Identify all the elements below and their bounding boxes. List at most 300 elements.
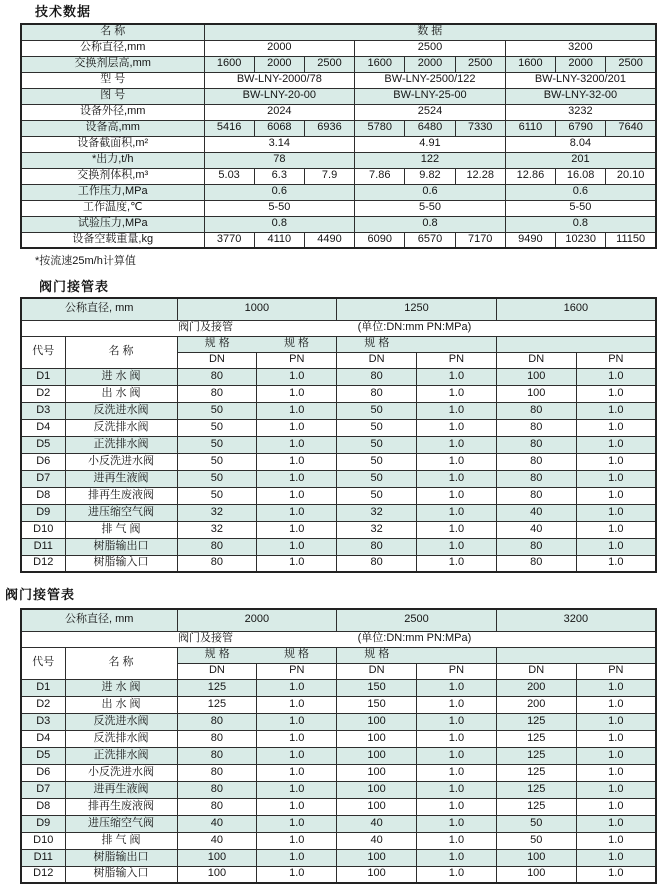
technical-data-title: 技术数据 <box>35 4 92 19</box>
valve-value: 1.0 <box>576 436 656 453</box>
valve-value: 1.0 <box>257 832 337 849</box>
spec-label: 规 格 <box>364 648 390 661</box>
table-cell: 5416 <box>204 120 254 136</box>
table-cell: 9490 <box>505 232 555 248</box>
valve-value: 40 <box>337 832 417 849</box>
table-cell: 4490 <box>304 232 354 248</box>
valve-value: 1.0 <box>417 453 497 470</box>
valve-value: 1.0 <box>576 798 656 815</box>
table-cell: 8.04 <box>505 136 656 152</box>
diameter-value: 1000 <box>177 298 337 320</box>
valve-name: 树脂输入口 <box>65 866 177 883</box>
dn-header: DN <box>496 663 576 679</box>
valve-value: 1.0 <box>417 402 497 419</box>
valve-value: 1.0 <box>576 453 656 470</box>
table-cell: 5-50 <box>505 200 656 216</box>
valve-value: 80 <box>177 713 257 730</box>
valve-value: 1.0 <box>257 730 337 747</box>
row-label: 公称直径,mm <box>21 40 204 56</box>
valve-value: 1.0 <box>257 521 337 538</box>
valve-value: 80 <box>496 436 576 453</box>
valve-value: 1.0 <box>257 696 337 713</box>
valve-connection-table-1 <box>20 297 657 573</box>
table-cell: 2024 <box>204 104 355 120</box>
row-label: *出力,t/h <box>21 152 204 168</box>
valve-value: 1.0 <box>576 696 656 713</box>
table-cell: 3.14 <box>204 136 355 152</box>
technical-data-table <box>20 23 657 249</box>
diameter-value: 1600 <box>496 298 656 320</box>
valve-value: 1.0 <box>417 538 497 555</box>
valve-name: 进压缩空气阀 <box>65 815 177 832</box>
valve-code: D5 <box>21 436 65 453</box>
valve-name: 树脂输入口 <box>65 555 177 572</box>
valve-value: 150 <box>337 696 417 713</box>
table-cell: 2500 <box>355 40 506 56</box>
valve-value: 125 <box>496 747 576 764</box>
valve-value: 1.0 <box>257 747 337 764</box>
valve-value: 100 <box>337 730 417 747</box>
table-cell: 0.8 <box>355 216 506 232</box>
row-label: 设备外径,mm <box>21 104 204 120</box>
pipe-label: 阀门及接管 <box>178 321 234 334</box>
table-cell: 3770 <box>204 232 254 248</box>
pipe-label: 阀门及接管 <box>178 632 234 645</box>
valve-value: 1.0 <box>257 798 337 815</box>
row-label: 设备高,mm <box>21 120 204 136</box>
unit-label: (单位:DN:mm PN:MPa) <box>357 632 472 645</box>
valve-name: 排 气 阀 <box>65 832 177 849</box>
valve-value: 125 <box>496 764 576 781</box>
spec-header-cell <box>177 336 337 352</box>
valve-name: 排 气 阀 <box>65 521 177 538</box>
table-cell: BW-LNY-20-00 <box>204 88 355 104</box>
valve-name: 出 水 阀 <box>65 385 177 402</box>
valve-name: 进压缩空气阀 <box>65 504 177 521</box>
valve-value: 1.0 <box>257 419 337 436</box>
valve-name: 正洗排水阀 <box>65 436 177 453</box>
valve-value: 1.0 <box>257 504 337 521</box>
table-cell: 2500 <box>455 56 505 72</box>
diameter-value: 2500 <box>337 609 497 631</box>
valve-name: 小反洗进水阀 <box>65 764 177 781</box>
valve-value: 80 <box>177 798 257 815</box>
valve-value: 150 <box>337 679 417 696</box>
table-cell: 5.03 <box>204 168 254 184</box>
valve-code: D2 <box>21 385 65 402</box>
valve-value: 1.0 <box>257 781 337 798</box>
row-label: 交换剂层高,mm <box>21 56 204 72</box>
valve-value: 50 <box>337 470 417 487</box>
valve-name: 树脂输出口 <box>65 849 177 866</box>
spec-header-cell <box>337 647 497 663</box>
table-cell: 2500 <box>606 56 656 72</box>
valve-value: 50 <box>177 436 257 453</box>
valve-value: 125 <box>496 713 576 730</box>
valve-code: D9 <box>21 504 65 521</box>
valve-value: 50 <box>177 402 257 419</box>
table-cell: 6068 <box>254 120 304 136</box>
table-cell: 1600 <box>355 56 405 72</box>
table-cell: 6110 <box>505 120 555 136</box>
valve-value: 1.0 <box>576 815 656 832</box>
valve-value: 1.0 <box>417 781 497 798</box>
valve-value: 1.0 <box>417 504 497 521</box>
valve-value: 80 <box>496 470 576 487</box>
dn-header: DN <box>177 663 257 679</box>
table-cell: 7640 <box>606 120 656 136</box>
diameter-value: 2000 <box>177 609 337 631</box>
table-cell: 20.10 <box>606 168 656 184</box>
valve-value: 50 <box>496 832 576 849</box>
spec-label: 规 格 <box>364 337 390 350</box>
table-cell: 1600 <box>505 56 555 72</box>
table-cell: 2524 <box>355 104 506 120</box>
valve-value: 50 <box>337 487 417 504</box>
valve-value: 100 <box>177 866 257 883</box>
name-header: 名 称 <box>65 647 177 679</box>
valve-value: 1.0 <box>417 764 497 781</box>
valve-value: 125 <box>177 696 257 713</box>
valve-value: 80 <box>337 555 417 572</box>
valve-value: 100 <box>337 781 417 798</box>
diameter-value: 3200 <box>496 609 656 631</box>
dn-header: DN <box>177 352 257 368</box>
valve-value: 1.0 <box>576 538 656 555</box>
name-header: 名 称 <box>65 336 177 368</box>
row-label: 图 号 <box>21 88 204 104</box>
valve-name: 正洗排水阀 <box>65 747 177 764</box>
tech-header-data: 数 据 <box>204 24 656 40</box>
table-cell: 78 <box>204 152 355 168</box>
table-cell: 201 <box>505 152 656 168</box>
valve-code: D3 <box>21 713 65 730</box>
valve-connection-table-2 <box>20 608 657 884</box>
table-cell: BW-LNY-2000/78 <box>204 72 355 88</box>
valve-code: D11 <box>21 849 65 866</box>
valve-value: 1.0 <box>417 815 497 832</box>
table-cell: 6936 <box>304 120 354 136</box>
valve-value: 1.0 <box>417 385 497 402</box>
dn-header: DN <box>496 352 576 368</box>
table-cell: 0.6 <box>355 184 506 200</box>
table-cell: 2000 <box>556 56 606 72</box>
valve-name: 排再生废液阀 <box>65 798 177 815</box>
table-cell: 3232 <box>505 104 656 120</box>
valve-code: D5 <box>21 747 65 764</box>
flow-rate-footnote: *按流速25m/h计算值 <box>35 255 136 267</box>
valve-value: 1.0 <box>417 555 497 572</box>
valve-value: 1.0 <box>417 419 497 436</box>
valve-value: 80 <box>337 368 417 385</box>
valve-value: 80 <box>337 538 417 555</box>
valve-value: 1.0 <box>417 679 497 696</box>
valve-code: D8 <box>21 487 65 504</box>
table-cell: 0.6 <box>505 184 656 200</box>
valve-value: 1.0 <box>576 781 656 798</box>
valve-value: 100 <box>337 764 417 781</box>
valve-value: 1.0 <box>576 504 656 521</box>
valve-value: 1.0 <box>257 385 337 402</box>
valve-value: 100 <box>337 713 417 730</box>
valve-value: 1.0 <box>417 696 497 713</box>
table-cell: BW-LNY-2500/122 <box>355 72 506 88</box>
valve-value: 1.0 <box>257 815 337 832</box>
valve-value: 1.0 <box>257 487 337 504</box>
valve-value: 125 <box>177 679 257 696</box>
valve-value: 1.0 <box>257 555 337 572</box>
valve-value: 1.0 <box>257 538 337 555</box>
diameter-label: 公称直径, mm <box>21 609 177 631</box>
valve-value: 100 <box>337 798 417 815</box>
table-cell: 5-50 <box>355 200 506 216</box>
valve-value: 100 <box>496 866 576 883</box>
row-label: 工作压力,MPa <box>21 184 204 200</box>
table-cell: 6570 <box>405 232 455 248</box>
valve-name: 树脂输出口 <box>65 538 177 555</box>
spec-header-cell <box>337 336 497 352</box>
valve-value: 1.0 <box>576 470 656 487</box>
valve-value: 80 <box>177 368 257 385</box>
valve-value: 1.0 <box>576 764 656 781</box>
valve-value: 1.0 <box>576 832 656 849</box>
valve-value: 1.0 <box>576 730 656 747</box>
valve-table-1-title: 阀门接管表 <box>39 279 110 294</box>
valve-value: 80 <box>177 385 257 402</box>
valve-value: 80 <box>177 538 257 555</box>
table-cell: 1600 <box>204 56 254 72</box>
table-cell: 2000 <box>405 56 455 72</box>
valve-value: 80 <box>496 419 576 436</box>
valve-code: D9 <box>21 815 65 832</box>
table-cell: 12.28 <box>455 168 505 184</box>
valve-value: 1.0 <box>417 832 497 849</box>
row-label: 型 号 <box>21 72 204 88</box>
unit-label: (单位:DN:mm PN:MPa) <box>357 321 472 334</box>
table-cell: 3200 <box>505 40 656 56</box>
table-cell: 7330 <box>455 120 505 136</box>
valve-value: 1.0 <box>576 713 656 730</box>
valve-value: 80 <box>177 747 257 764</box>
valve-value: 1.0 <box>257 436 337 453</box>
valve-value: 1.0 <box>257 764 337 781</box>
diameter-value: 1250 <box>337 298 497 320</box>
valve-value: 1.0 <box>417 798 497 815</box>
table-cell: 5780 <box>355 120 405 136</box>
valve-value: 100 <box>496 385 576 402</box>
valve-code: D1 <box>21 679 65 696</box>
spec-header-cell <box>496 336 656 352</box>
valve-value: 125 <box>496 730 576 747</box>
valve-value: 100 <box>496 849 576 866</box>
table-cell: 11150 <box>606 232 656 248</box>
row-label: 工作温度,℃ <box>21 200 204 216</box>
valve-code: D8 <box>21 798 65 815</box>
table-cell: BW-LNY-3200/201 <box>505 72 656 88</box>
spec-header-cell <box>496 647 656 663</box>
valve-code: D7 <box>21 470 65 487</box>
spec-label: 规 格 <box>283 337 310 350</box>
valve-value: 200 <box>496 696 576 713</box>
diameter-label: 公称直径, mm <box>21 298 177 320</box>
valve-value: 1.0 <box>576 487 656 504</box>
valve-name: 反洗排水阀 <box>65 419 177 436</box>
valve-value: 80 <box>496 402 576 419</box>
table-cell: 0.8 <box>204 216 355 232</box>
table-cell: 9.82 <box>405 168 455 184</box>
table-cell: 16.08 <box>556 168 606 184</box>
valve-value: 1.0 <box>576 849 656 866</box>
code-header: 代号 <box>21 336 65 368</box>
valve-name: 反洗进水阀 <box>65 402 177 419</box>
valve-code: D3 <box>21 402 65 419</box>
pn-header: PN <box>417 663 497 679</box>
valve-value: 125 <box>496 798 576 815</box>
valve-value: 100 <box>496 368 576 385</box>
valve-value: 80 <box>496 555 576 572</box>
table-cell: BW-LNY-25-00 <box>355 88 506 104</box>
valve-value: 1.0 <box>257 849 337 866</box>
table-cell: 4.91 <box>355 136 506 152</box>
row-label: 交换剂体积,m³ <box>21 168 204 184</box>
valve-value: 50 <box>496 815 576 832</box>
table-cell: 7.9 <box>304 168 354 184</box>
valve-value: 50 <box>337 436 417 453</box>
valve-value: 100 <box>337 747 417 764</box>
table-cell: 2500 <box>304 56 354 72</box>
valve-code: D2 <box>21 696 65 713</box>
valve-value: 32 <box>177 521 257 538</box>
valve-value: 1.0 <box>417 368 497 385</box>
dn-header: DN <box>337 352 417 368</box>
valve-name: 反洗排水阀 <box>65 730 177 747</box>
valve-value: 1.0 <box>576 368 656 385</box>
valve-code: D12 <box>21 866 65 883</box>
valve-value: 1.0 <box>576 521 656 538</box>
table-cell: 6.3 <box>254 168 304 184</box>
valve-value: 1.0 <box>576 402 656 419</box>
table-cell: 2000 <box>254 56 304 72</box>
valve-value: 1.0 <box>257 453 337 470</box>
valve-value: 1.0 <box>576 555 656 572</box>
dn-header: DN <box>337 663 417 679</box>
valve-value: 40 <box>337 815 417 832</box>
table-cell: BW-LNY-32-00 <box>505 88 656 104</box>
table-cell: 7.86 <box>355 168 405 184</box>
valve-value: 50 <box>337 419 417 436</box>
valve-value: 80 <box>496 487 576 504</box>
valve-value: 50 <box>177 453 257 470</box>
valve-name: 反洗进水阀 <box>65 713 177 730</box>
valve-value: 1.0 <box>417 866 497 883</box>
pn-header: PN <box>417 352 497 368</box>
table-cell: 6480 <box>405 120 455 136</box>
valve-name: 排再生废液阀 <box>65 487 177 504</box>
valve-value: 32 <box>337 504 417 521</box>
valve-value: 1.0 <box>257 402 337 419</box>
table-cell: 122 <box>355 152 506 168</box>
spec-header-cell <box>177 647 337 663</box>
valve-value: 50 <box>177 470 257 487</box>
valve-value: 200 <box>496 679 576 696</box>
valve-value: 125 <box>496 781 576 798</box>
valve-name: 小反洗进水阀 <box>65 453 177 470</box>
valve-value: 1.0 <box>576 679 656 696</box>
valve-value: 1.0 <box>417 730 497 747</box>
valve-value: 1.0 <box>257 713 337 730</box>
valve-value: 80 <box>496 538 576 555</box>
valve-value: 100 <box>337 849 417 866</box>
spec-label: 规 格 <box>204 648 230 661</box>
valve-value: 50 <box>177 419 257 436</box>
valve-table-2-title: 阀门接管表 <box>5 587 76 602</box>
valve-value: 40 <box>177 832 257 849</box>
valve-name: 进再生液阀 <box>65 470 177 487</box>
valve-code: D1 <box>21 368 65 385</box>
pipe-and-unit-row <box>21 320 656 336</box>
valve-name: 进再生液阀 <box>65 781 177 798</box>
valve-value: 80 <box>177 764 257 781</box>
valve-code: D11 <box>21 538 65 555</box>
valve-code: D12 <box>21 555 65 572</box>
pipe-and-unit-row <box>21 631 656 647</box>
table-cell: 12.86 <box>505 168 555 184</box>
valve-value: 1.0 <box>417 713 497 730</box>
valve-code: D4 <box>21 730 65 747</box>
valve-value: 80 <box>177 781 257 798</box>
table-cell: 0.6 <box>204 184 355 200</box>
table-cell: 7170 <box>455 232 505 248</box>
table-cell: 4110 <box>254 232 304 248</box>
valve-value: 1.0 <box>576 866 656 883</box>
valve-value: 1.0 <box>576 385 656 402</box>
table-cell: 6090 <box>355 232 405 248</box>
table-cell: 0.8 <box>505 216 656 232</box>
valve-value: 40 <box>496 521 576 538</box>
valve-value: 100 <box>337 866 417 883</box>
valve-value: 80 <box>496 453 576 470</box>
valve-code: D6 <box>21 764 65 781</box>
pn-header: PN <box>576 352 656 368</box>
valve-value: 1.0 <box>417 521 497 538</box>
pn-header: PN <box>257 663 337 679</box>
pn-header: PN <box>257 352 337 368</box>
table-cell: 5-50 <box>204 200 355 216</box>
valve-value: 32 <box>337 521 417 538</box>
table-cell: 2000 <box>204 40 355 56</box>
valve-value: 1.0 <box>576 747 656 764</box>
valve-value: 1.0 <box>417 487 497 504</box>
valve-value: 1.0 <box>417 849 497 866</box>
valve-code: D7 <box>21 781 65 798</box>
valve-value: 50 <box>337 402 417 419</box>
valve-value: 1.0 <box>576 419 656 436</box>
valve-name: 进 水 阀 <box>65 679 177 696</box>
valve-value: 40 <box>496 504 576 521</box>
row-label: 试验压力,MPa <box>21 216 204 232</box>
valve-code: D10 <box>21 521 65 538</box>
valve-value: 80 <box>177 730 257 747</box>
valve-value: 1.0 <box>257 679 337 696</box>
valve-value: 32 <box>177 504 257 521</box>
valve-value: 1.0 <box>417 470 497 487</box>
valve-value: 1.0 <box>417 747 497 764</box>
tech-header-name: 名 称 <box>21 24 204 40</box>
code-header: 代号 <box>21 647 65 679</box>
row-label: 设备截面积,m² <box>21 136 204 152</box>
valve-value: 1.0 <box>257 470 337 487</box>
valve-code: D4 <box>21 419 65 436</box>
